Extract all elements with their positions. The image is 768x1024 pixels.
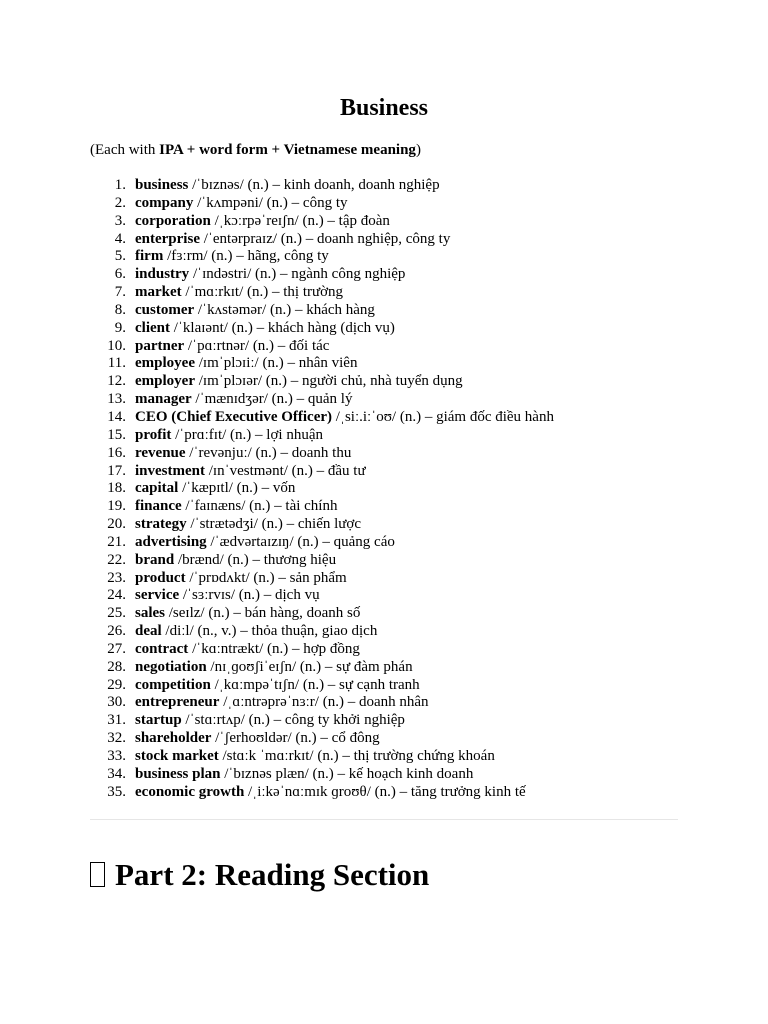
vocab-term: client bbox=[135, 319, 170, 336]
vocab-item bbox=[90, 231, 554, 249]
vocab-item bbox=[90, 534, 554, 552]
vocab-item bbox=[90, 516, 554, 534]
vocab-item bbox=[90, 302, 554, 320]
vocab-detail: /ˈʃerhoʊldər/ (n.) – cổ đông bbox=[215, 730, 380, 747]
vocab-item bbox=[90, 748, 554, 766]
vocab-number: 20. bbox=[107, 516, 126, 533]
vocab-item bbox=[90, 248, 554, 266]
vocab-term: entrepreneur bbox=[135, 694, 220, 711]
vocab-term: product bbox=[135, 569, 186, 586]
vocab-number: 3. bbox=[114, 212, 126, 229]
vocab-term: brand bbox=[135, 551, 175, 568]
section-heading bbox=[90, 853, 429, 897]
vocab-number: 4. bbox=[114, 230, 126, 247]
vocab-item bbox=[90, 552, 554, 570]
vocab-number: 14. bbox=[107, 408, 126, 425]
vocab-detail: /ˈbɪznəs/ (n.) – kinh doanh, doanh nghiệp bbox=[192, 177, 440, 193]
vocab-number: 16. bbox=[107, 444, 126, 461]
vocab-term: customer bbox=[135, 301, 195, 318]
vocab-term: investment bbox=[135, 462, 205, 479]
vocab-detail: /nɪˌɡoʊʃiˈeɪʃn/ (n.) – sự đàm phán bbox=[210, 658, 413, 675]
vocab-term: company bbox=[135, 194, 194, 211]
vocab-detail: /ɪmˈplɔɪər/ (n.) – người chủ, nhà tuyển dụng bbox=[198, 373, 463, 390]
intro-note bbox=[90, 141, 421, 159]
vocab-term: sales bbox=[135, 605, 165, 622]
vocab-term: capital bbox=[135, 480, 179, 497]
vocab-item bbox=[90, 373, 554, 391]
vocab-term: industry bbox=[135, 266, 190, 283]
vocab-detail: /ˈstrætədʒi/ (n.) – chiến lược bbox=[190, 516, 362, 533]
vocab-number: 31. bbox=[107, 712, 126, 729]
vocab-detail: /ˌkɔːrpəˈreɪʃn/ (n.) – tập đoàn bbox=[214, 212, 390, 229]
vocab-item bbox=[90, 391, 554, 409]
vocab-item bbox=[90, 195, 554, 213]
vocab-number: 6. bbox=[114, 266, 126, 283]
vocab-item bbox=[90, 587, 554, 605]
vocab-item bbox=[90, 712, 554, 730]
vocab-item bbox=[90, 766, 554, 784]
vocab-number: 23. bbox=[107, 569, 126, 586]
vocab-detail: /ˈɪndəstri/ (n.) – ngành công nghiệp bbox=[192, 266, 406, 283]
vocab-term: service bbox=[135, 587, 180, 604]
vocab-item bbox=[90, 605, 554, 623]
vocab-item bbox=[90, 659, 554, 677]
vocab-detail: /ˌiːkəˈnɑːmɪk ɡroʊθ/ (n.) – tăng trưởng kinh tế bbox=[248, 783, 526, 800]
vocab-detail: /ˈkɑːntrækt/ (n.) – hợp đồng bbox=[192, 640, 360, 657]
vocab-detail: /ˈmænɪdʒər/ (n.) – quản lý bbox=[195, 391, 353, 408]
vocab-detail: /ˈprɑːfɪt/ (n.) – lợi nhuận bbox=[175, 426, 323, 443]
vocab-item bbox=[90, 320, 554, 338]
page-title: Business bbox=[339, 95, 429, 121]
vocab-item bbox=[90, 480, 554, 498]
vocab-detail: /ˈklaɪənt/ (n.) – khách hàng (dịch vụ) bbox=[173, 319, 395, 336]
vocab-detail: /ˈprɒdʌkt/ (n.) – sản phẩm bbox=[189, 569, 347, 586]
vocab-item bbox=[90, 570, 554, 588]
vocab-item bbox=[90, 498, 554, 516]
vocab-number: 25. bbox=[107, 605, 126, 622]
vocab-number: 1. bbox=[114, 177, 126, 193]
vocab-detail: /ˈkæpɪtl/ (n.) – vốn bbox=[182, 480, 296, 497]
vocab-number: 27. bbox=[107, 640, 126, 657]
vocab-detail: /fɜːrm/ (n.) – hãng, công ty bbox=[167, 248, 329, 265]
vocab-number: 19. bbox=[107, 498, 126, 515]
vocab-number: 28. bbox=[107, 658, 126, 675]
vocab-item bbox=[90, 730, 554, 748]
vocab-number: 34. bbox=[107, 765, 126, 782]
vocab-detail: /diːl/ (n., v.) – thỏa thuận, giao dịch bbox=[165, 623, 378, 640]
vocab-term: shareholder bbox=[135, 730, 212, 747]
intro-prefix: (Each with bbox=[90, 142, 160, 158]
vocab-term: strategy bbox=[135, 516, 187, 533]
vocab-detail: /ˈmɑːrkɪt/ (n.) – thị trường bbox=[185, 284, 344, 301]
intro-suffix: ) bbox=[415, 142, 421, 158]
vocab-number: 11. bbox=[107, 355, 126, 372]
vocab-detail: /ˈbɪznəs plæn/ (n.) – kế hoạch kinh doanh bbox=[224, 765, 474, 782]
vocab-number: 33. bbox=[107, 748, 126, 764]
intro-emphasis: IPA + word form + Vietnamese meaning bbox=[159, 142, 416, 158]
vocab-detail: /ˈpɑːrtnər/ (n.) – đối tác bbox=[187, 337, 330, 354]
vocab-number: 32. bbox=[107, 730, 126, 747]
vocab-number: 2. bbox=[114, 194, 126, 211]
vocab-item bbox=[90, 623, 554, 641]
vocab-detail: /ˈentərpraɪz/ (n.) – doanh nghiệp, công ty bbox=[203, 230, 451, 247]
vocab-term: economic growth bbox=[135, 783, 245, 800]
vocab-number: 10. bbox=[107, 337, 126, 354]
vocab-item bbox=[90, 677, 554, 695]
vocab-detail: /ˈkʌstəmər/ (n.) – khách hàng bbox=[197, 301, 375, 318]
vocab-term: business plan bbox=[135, 765, 221, 782]
vocab-term: finance bbox=[135, 498, 182, 515]
vocab-detail: /brænd/ (n.) – thương hiệu bbox=[177, 551, 337, 568]
vocab-term: business bbox=[135, 177, 189, 193]
vocab-detail: /ɪnˈvestmənt/ (n.) – đầu tư bbox=[208, 462, 366, 479]
vocab-term: advertising bbox=[135, 533, 207, 550]
vocab-detail: /ˈrevənjuː/ (n.) – doanh thu bbox=[189, 444, 352, 461]
vocab-number: 30. bbox=[107, 694, 126, 711]
vocab-detail: /ˌsiː.iːˈoʊ/ (n.) – giám đốc điều hành bbox=[335, 408, 554, 425]
vocab-number: 5. bbox=[114, 248, 126, 265]
vocab-term: contract bbox=[135, 640, 189, 657]
vocab-term: firm bbox=[135, 248, 164, 265]
vocab-term: competition bbox=[135, 676, 211, 693]
vocab-item bbox=[90, 177, 554, 195]
vocab-term: manager bbox=[135, 391, 192, 408]
vocab-number: 9. bbox=[114, 319, 126, 336]
vocab-detail: /seɪlz/ (n.) – bán hàng, doanh số bbox=[168, 605, 361, 622]
vocab-detail: /stɑːk ˈmɑːrkɪt/ (n.) – thị trường chứng khoán bbox=[222, 748, 495, 764]
vocab-detail: /ɪmˈplɔɪiː/ (n.) – nhân viên bbox=[198, 355, 358, 372]
vocab-term: enterprise bbox=[135, 230, 200, 247]
vocab-number: 24. bbox=[107, 587, 126, 604]
vocab-number: 29. bbox=[107, 676, 126, 693]
vocab-item bbox=[90, 409, 554, 427]
vocab-term: CEO (Chief Executive Officer) bbox=[135, 408, 333, 425]
vocab-term: employer bbox=[135, 373, 195, 390]
missing-glyph-icon bbox=[90, 862, 105, 887]
vocab-item bbox=[90, 427, 554, 445]
vocab-number: 12. bbox=[107, 373, 126, 390]
vocab-number: 7. bbox=[114, 284, 126, 301]
vocab-term: market bbox=[135, 284, 182, 301]
vocab-item bbox=[90, 641, 554, 659]
vocab-item bbox=[90, 463, 554, 481]
vocab-detail: /ˌɑːntrəprəˈnɜːr/ (n.) – doanh nhân bbox=[223, 694, 429, 711]
vocab-term: profit bbox=[135, 426, 172, 443]
vocab-detail: /ˈstɑːrtʌp/ (n.) – công ty khởi nghiệp bbox=[185, 712, 405, 729]
vocab-term: deal bbox=[135, 623, 162, 640]
vocab-detail: /ˈfaɪnæns/ (n.) – tài chính bbox=[185, 498, 338, 515]
vocab-term: employee bbox=[135, 355, 195, 372]
vocab-item bbox=[90, 784, 554, 802]
vocab-term: startup bbox=[135, 712, 182, 729]
vocab-number: 35. bbox=[107, 783, 126, 800]
vocab-number: 8. bbox=[114, 301, 126, 318]
vocab-item bbox=[90, 284, 554, 302]
vocab-term: corporation bbox=[135, 212, 211, 229]
vocab-item bbox=[90, 338, 554, 356]
vocab-item bbox=[90, 445, 554, 463]
vocab-detail: /ˈkʌmpəni/ (n.) – công ty bbox=[197, 194, 348, 211]
vocab-number: 26. bbox=[107, 623, 126, 640]
vocab-number: 15. bbox=[107, 426, 126, 443]
vocab-item bbox=[90, 213, 554, 231]
section-heading-text: Part 2: Reading Section bbox=[115, 857, 430, 892]
vocab-term: revenue bbox=[135, 444, 186, 461]
vocab-detail: /ˌkɑːmpəˈtɪʃn/ (n.) – sự cạnh tranh bbox=[214, 676, 420, 693]
vocab-number: 13. bbox=[107, 391, 126, 408]
vocab-number: 22. bbox=[107, 551, 126, 568]
vocabulary-list bbox=[90, 177, 554, 802]
vocab-term: stock market bbox=[135, 748, 219, 764]
vocab-item bbox=[90, 266, 554, 284]
vocab-term: partner bbox=[135, 337, 185, 354]
vocab-number: 18. bbox=[107, 480, 126, 497]
vocab-number: 17. bbox=[107, 462, 126, 479]
vocab-item bbox=[90, 694, 554, 712]
vocab-detail: /ˈsɜːrvɪs/ (n.) – dịch vụ bbox=[182, 587, 320, 604]
vocab-number: 21. bbox=[107, 533, 126, 550]
vocab-term: negotiation bbox=[135, 658, 207, 675]
vocab-item bbox=[90, 355, 554, 373]
horizontal-divider bbox=[90, 819, 678, 820]
vocab-detail: /ˈædvərtaɪzɪŋ/ (n.) – quảng cáo bbox=[210, 533, 395, 550]
